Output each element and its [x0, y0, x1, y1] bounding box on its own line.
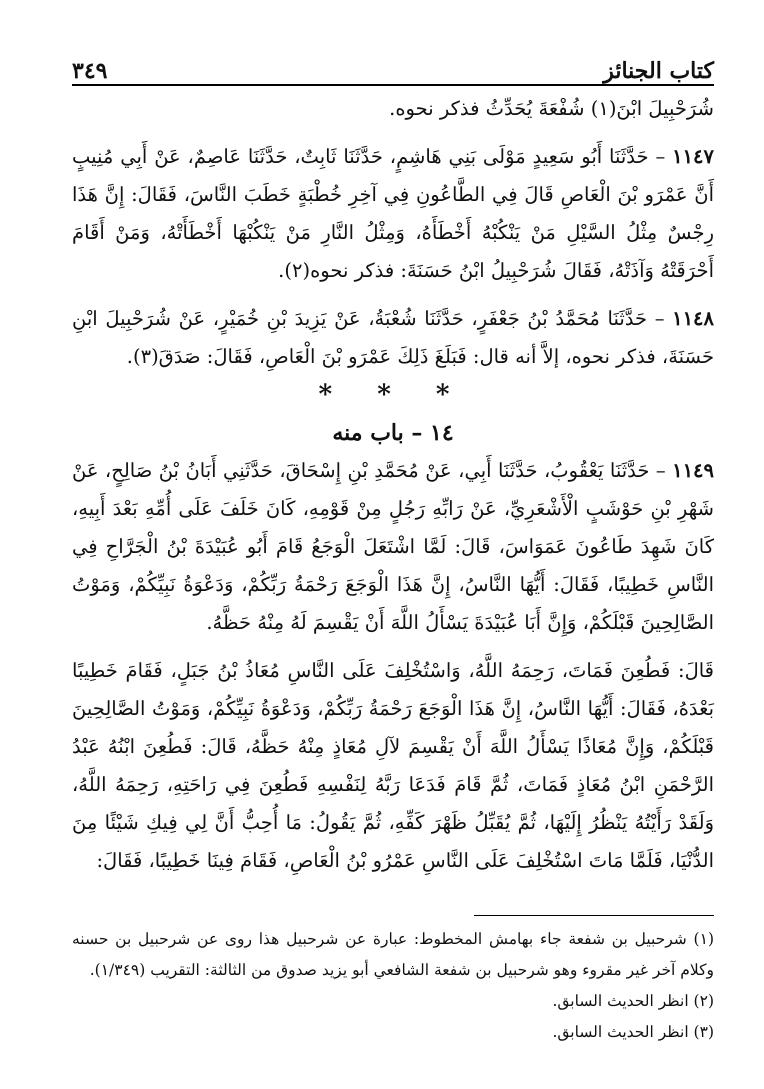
header-divider — [72, 84, 714, 86]
hadith-number: ١١٤٨ — [672, 307, 714, 330]
running-header — [72, 44, 714, 84]
footnotes — [72, 924, 714, 1048]
main-text — [72, 90, 714, 880]
hadith-text: – حَدَّثَنَا أَبُو سَعِيدٍ مَوْلَى بَنِي هَاشِمٍ، حَدَّثَنَا ثَابِتٌ، حَدَّثَنَا عَاصِمٌ، عَنْ أَبِي مُنِيبٍ أَنَّ عَمْرَو بْنَ الْعَاصِ قَالَ فِي الطَّاعُونِ فِي آخِرِ خُطْبَةٍ خَطَبَ النَّاسَ، فَقَالَ: إِنَّ هَذَا رِجْسٌ مِثْلُ السَّيْلِ مَنْ يَنْكُبْهُ أَخْطَأَهُ، وَمِثْلُ النَّارِ مَنْ يَنْكُبْهَا أَخْطَأَتْهُ، وَمَنْ أَقَامَ أَحْرَقَتْهُ وَآذَتْهُ، فَقَالَ شُرَحْبِيلُ ابْنُ حَسَنَةَ: فذكر نحوه(٢). — [72, 145, 714, 282]
hadith-1149 — [72, 452, 714, 642]
hadith-1148 — [72, 300, 714, 376]
hadith-number: ١١٤٩ — [672, 459, 715, 482]
hadith-1147 — [72, 138, 714, 290]
footnote-divider — [474, 915, 714, 916]
footnote-3: (٣) انظر الحديث السابق. — [552, 1023, 714, 1041]
page-number: ٣٤٩ — [72, 58, 108, 84]
hadith-text: – حَدَّثَنَا مُحَمَّدُ بْنُ جَعْفَرٍ، حَدَّثَنَا شُعْبَةُ، عَنْ يَزِيدَ بْنِ خُمَيْرٍ، عَنْ شُرَحْبِيلَ ابْنِ حَسَنَةَ، فذكر نحوه، إلاَّ أنه قال: فَبَلَغَ ذَلِكَ عَمْرَو بْنَ الْعَاصِ، فَقَالَ: صَدَقَ(٣). — [72, 307, 714, 368]
book-title: كتاب الجنائز — [603, 58, 714, 84]
footnote-2: (٢) انظر الحديث السابق. — [552, 992, 714, 1010]
chapter-heading: ١٤ – باب منه — [332, 420, 454, 446]
footnote-1: (١) شرحبيل بن شفعة جاء بهامش المخطوط: عبارة عن شرحبيل هذا روى عن شرحبيل بن حسنه وكلام آخر غير مقروء وهو شرحبيل بن شفعة الشافعي أبو يزيد صدوق من الثالثة: التقريب (١/٣٤٩). — [72, 930, 714, 979]
hadith-text: – حَدَّثَنَا يَعْقُوبُ، حَدَّثَنَا أَبِي، عَنْ مُحَمَّدِ بْنِ إِسْحَاقَ، حَدَّثَنِي أَبَانُ بْنُ صَالِحٍ، عَنْ شَهْرِ بْنِ حَوْشَبٍ الْأَشْعَرِيِّ، عَنْ رَابِّهِ رَجُلٍ مِنْ قَوْمِهِ، كَانَ خَلَفَ عَلَى أُمِّهِ بَعْدَ أَبِيهِ، كَانَ شَهِدَ طَاعُونَ عَمَوَاسَ، قَالَ: لَمَّا اشْتَعَلَ الْوَجَعُ قَامَ أَبُو عُبَيْدَةَ بْنُ الْجَرَّاحِ فِي النَّاسِ خَطِيبًا، فَقَالَ: أَيُّهَا النَّاسُ، إِنَّ هَذَا الْوَجَعَ رَحْمَةُ رَبِّكُمْ، وَدَعْوَةُ نَبِيِّكُمْ، وَمَوْتُ الصَّالِحِينَ قَبْلَكُمْ، وَإِنَّ أَبَا عُبَيْدَةَ يَسْأَلُ اللَّهَ أَنْ يَقْسِمَ لَهُ مِنْهُ حَظَّهُ. — [72, 459, 714, 634]
hadith-number: ١١٤٧ — [672, 145, 714, 168]
section-separator: * * * — [318, 380, 468, 410]
paragraph-narration: قَالَ: فَطُعِنَ فَمَاتَ، رَحِمَهُ اللَّهُ، وَاسْتُخْلِفَ عَلَى النَّاسِ مُعَاذُ بْنُ جَبَلٍ، فَقَامَ خَطِيبًا بَعْدَهُ، فَقَالَ: أَيُّهَا النَّاسُ، إِنَّ هَذَا الْوَجَعَ رَحْمَةُ رَبِّكُمْ، وَدَعْوَةُ نَبِيِّكُمْ، وَمَوْتُ الصَّالِحِينَ قَبْلَكُمْ، وَإِنَّ مُعَاذًا يَسْأَلُ اللَّهَ أَنْ يَقْسِمَ لآلِ مُعَاذٍ مِنْهُ حَظَّهُ، قَالَ: فَطُعِنَ ابْنُهُ عَبْدُ الرَّحْمَنِ ابْنُ مُعَاذٍ فَمَاتَ، ثُمَّ قَامَ فَدَعَا رَبَّهُ لِنَفْسِهِ فَطُعِنَ فِي رَاحَتِهِ، رَحِمَهُ اللَّهُ، وَلَقَدْ رَأَيْتُهُ يَنْظُرُ إِلَيْهَا، ثُمَّ يُقَبِّلُ ظَهْرَ كَفِّهِ، ثُمَّ يَقُولُ: مَا أُحِبُّ أَنَّ لِي فِيكِ شَيْئًا مِنَ الدُّنْيَا، فَلَمَّا مَاتَ اسْتُخْلِفَ عَلَى النَّاسِ عَمْرُو بْنُ الْعَاصِ، فَقَامَ فِينَا خَطِيبًا، فَقَالَ: — [72, 659, 714, 872]
paragraph-continuation: شُرَحْبِيلَ ابْنَ(١) شُفْعَةَ يُحَدِّثُ فذكر نحوه. — [389, 97, 714, 120]
